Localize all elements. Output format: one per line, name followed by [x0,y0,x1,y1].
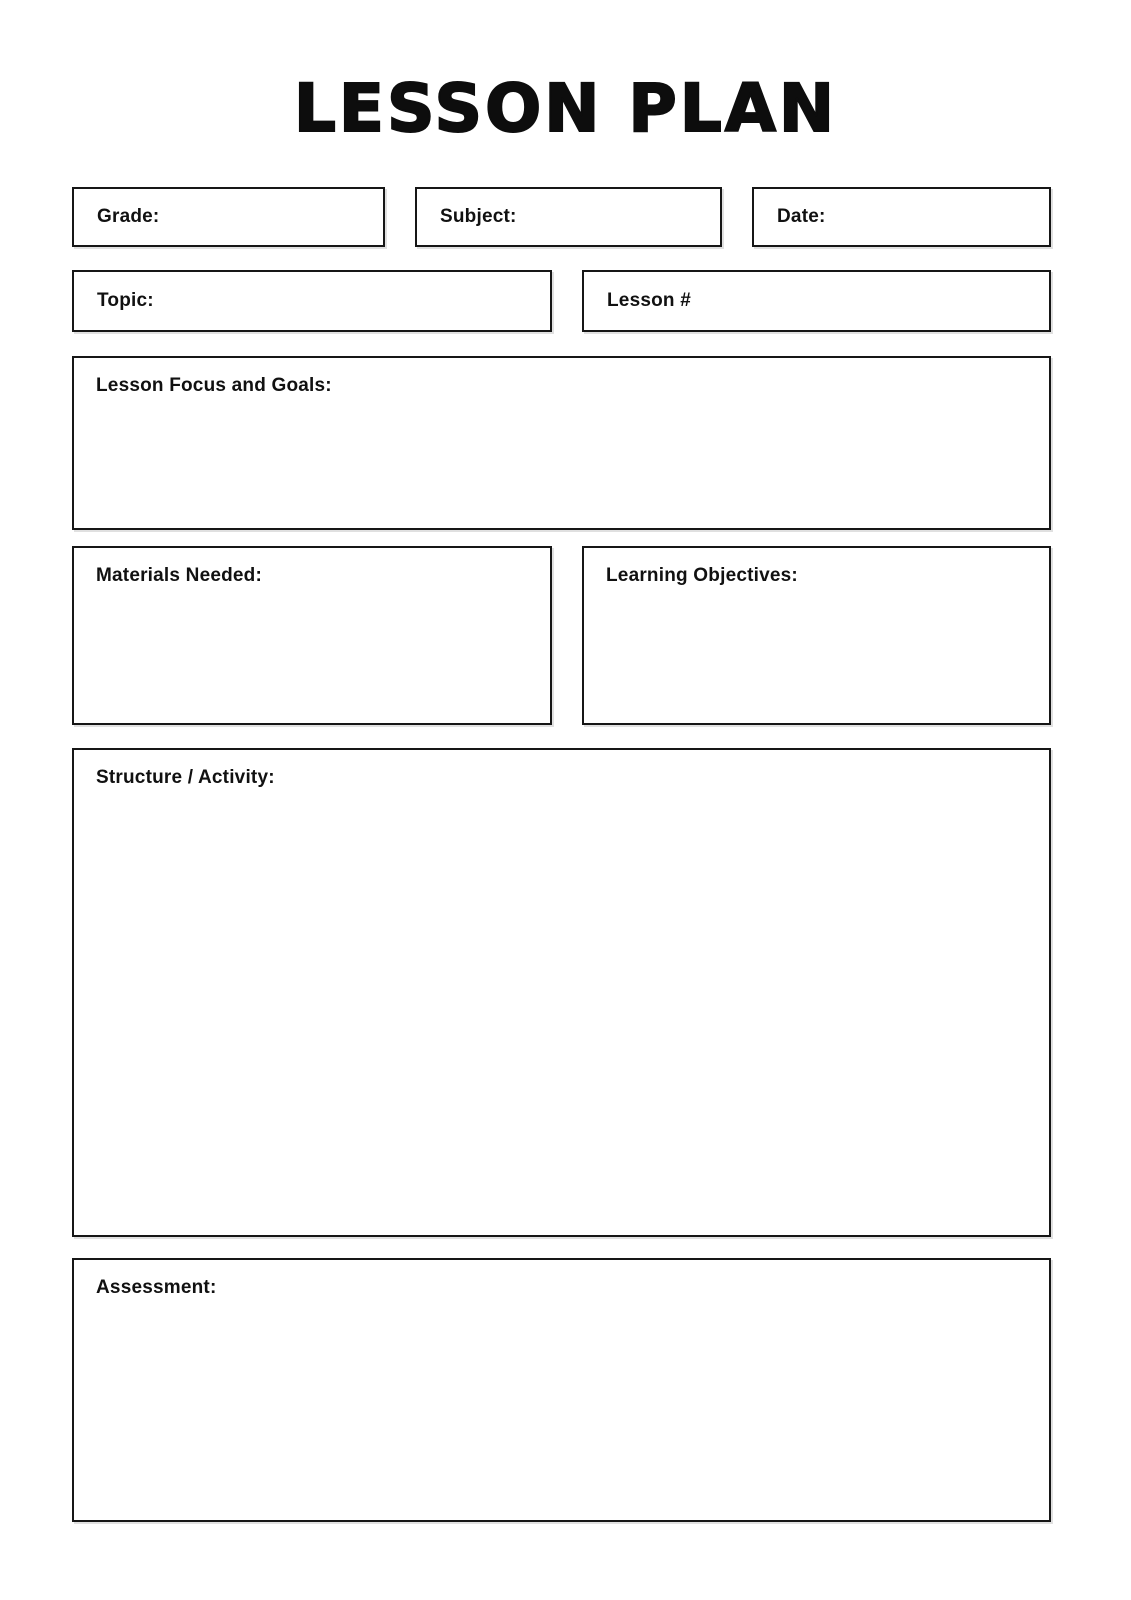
structure-activity-value[interactable] [76,794,1047,1233]
structure-activity-label: Structure / Activity: [96,767,275,788]
date-label: Date: [777,206,826,227]
lesson-focus-label: Lesson Focus and Goals: [96,375,332,396]
objectives-label: Learning Objectives: [606,565,798,586]
materials-value[interactable] [76,592,548,721]
materials-label: Materials Needed: [96,565,263,586]
subject-label: Subject: [440,206,517,227]
objectives-field[interactable] [582,546,1051,725]
subject-field[interactable] [415,187,722,247]
lesson-focus-field[interactable] [72,356,1051,530]
lesson-number-label: Lesson # [607,290,691,311]
grade-label: Grade: [97,206,160,227]
lesson-focus-value[interactable] [76,402,1047,526]
assessment-label: Assessment: [96,1277,217,1298]
page-title: LESSON PLAN [293,70,838,147]
assessment-field[interactable] [72,1258,1051,1522]
lesson-number-field[interactable] [582,270,1051,332]
date-field[interactable] [752,187,1051,247]
materials-field[interactable] [72,546,552,725]
assessment-value[interactable] [76,1304,1047,1518]
grade-field[interactable] [72,187,385,247]
topic-field[interactable] [72,270,552,332]
objectives-value[interactable] [586,592,1047,721]
topic-label: Topic: [97,290,154,311]
structure-activity-field[interactable] [72,748,1051,1237]
